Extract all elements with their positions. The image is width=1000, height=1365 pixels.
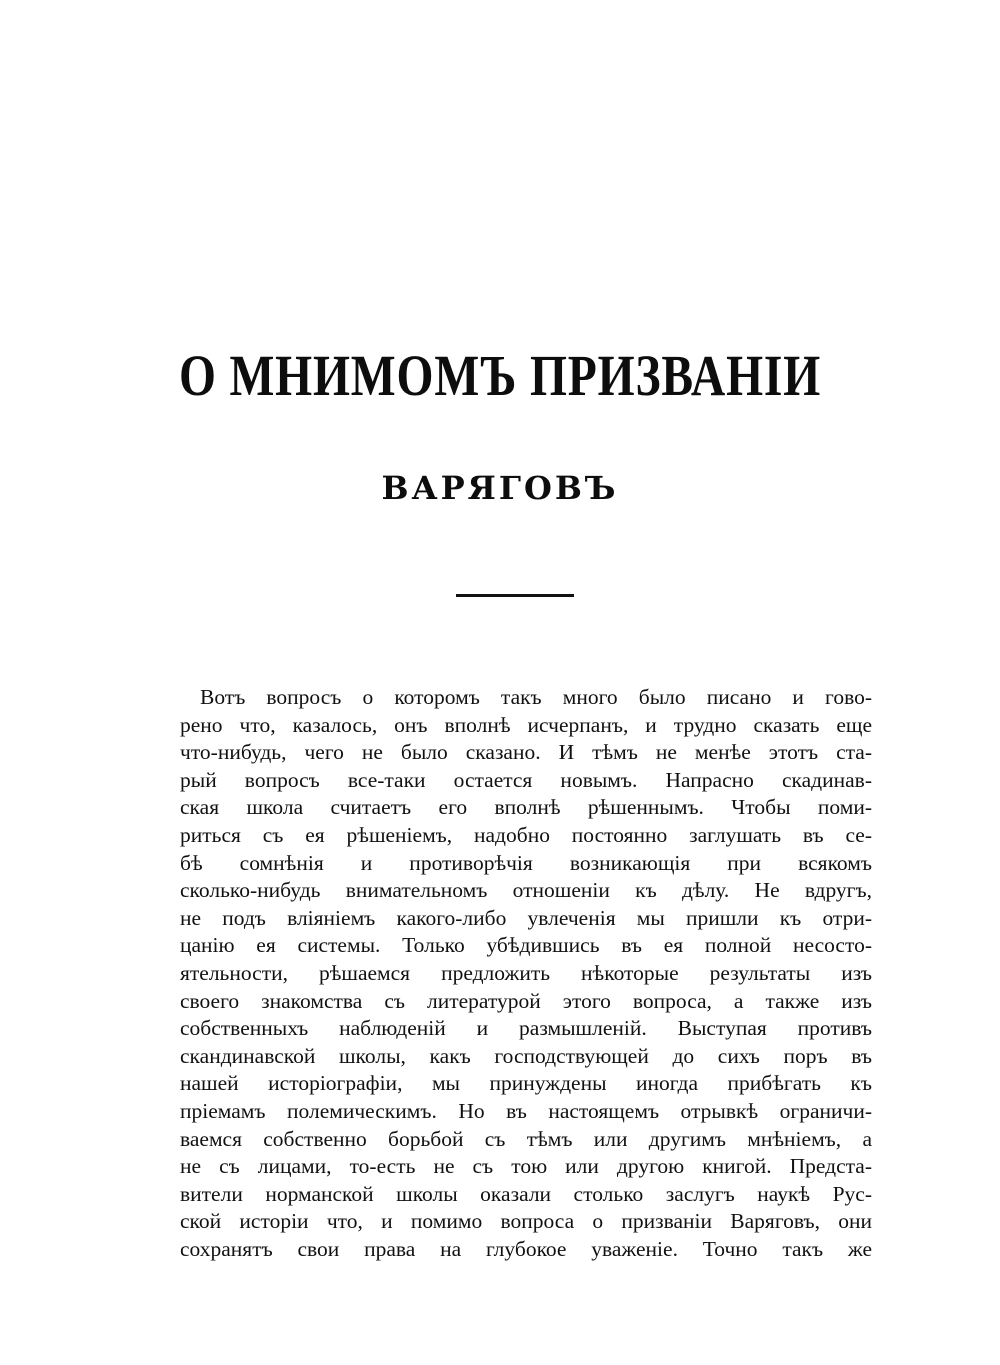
body-paragraph (180, 684, 872, 1263)
page-subtitle: ВАРЯГОВЪ (381, 469, 619, 507)
text-line: бѣ сомнѣнія и противорѣчія возникающія при всякомъ (180, 850, 872, 875)
text-line: сохранятъ свои права на глубокое уваженіе. Точно такъ же (180, 1236, 872, 1261)
text-line: ваемся собственно борьбой съ тѣмъ или другимъ мнѣніемъ, а (180, 1126, 872, 1151)
text-line: цанію ея системы. Только убѣдившись въ ея полной несосто- (180, 933, 872, 958)
text-line: ской исторіи что, и помимо вопроса о призваніи Варяговъ, они (180, 1209, 872, 1234)
text-line: не съ лицами, то-есть не съ тою или другою книгой. Предста- (180, 1154, 872, 1179)
text-line: Вотъ вопросъ о которомъ такъ много было писано и гово- (200, 685, 872, 709)
text-line: скандинавской школы, какъ господствующей до сихъ поръ въ (180, 1043, 872, 1068)
text-line: ская школа считаетъ его вполнѣ рѣшеннымъ. Чтобы поми- (180, 795, 872, 820)
text-line: нашей исторіографіи, мы принуждены иногда прибѣгать къ (180, 1071, 872, 1096)
page-title: О МНИМОМЪ ПРИЗВАНІИ (178, 343, 822, 408)
text-line: рено что, казалось, онъ вполнѣ исчерпанъ, и трудно сказать еще (180, 712, 872, 737)
text-line: ятельности, рѣшаемся предложить нѣкоторые результаты изъ (180, 960, 872, 985)
text-line: своего знакомства съ литературой этого вопроса, а также изъ (180, 988, 872, 1013)
text-line: собственныхъ наблюденій и размышленій. Выступая противъ (180, 1016, 872, 1041)
text-line: сколько-нибудь внимательномъ отношеніи къ дѣлу. Не вдругъ, (180, 878, 872, 903)
text-line: не подъ вліяніемъ какого-либо увлеченія мы пришли къ отри- (180, 905, 872, 930)
text-line: вители норманской школы оказали столько заслугъ наукѣ Рус- (180, 1181, 872, 1206)
text-line: рый вопросъ все-таки остается новымъ. Напрасно скадинав- (180, 767, 872, 792)
text-line: что-нибудь, чего не было сказано. И тѣмъ не менѣе этотъ ста- (180, 740, 872, 765)
text-line: пріемамъ полемическимъ. Но въ настоящемъ отрывкѣ ограничи- (180, 1098, 872, 1123)
text-line: риться съ ея рѣшеніемъ, надобно постоянно заглушать въ се- (180, 822, 872, 847)
divider-rule (456, 594, 574, 597)
